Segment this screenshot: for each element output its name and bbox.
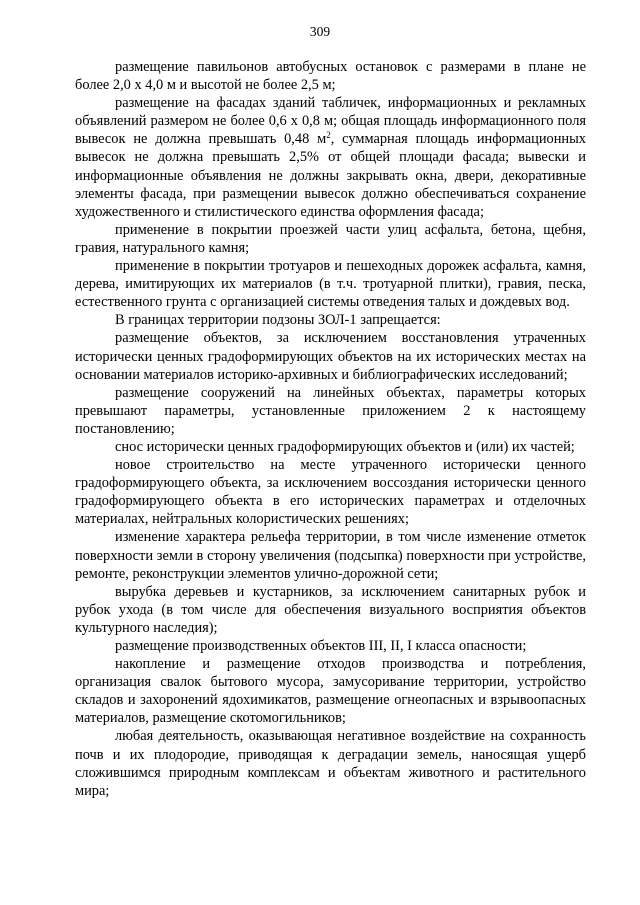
paragraph-industrial-objects: размещение производственных объектов III, II, I класса опасности; bbox=[115, 638, 527, 654]
paragraph-demolition: снос исторически ценных градоформирующих объектов и (или) их частей; bbox=[115, 438, 575, 455]
body-text bbox=[75, 58, 586, 800]
paragraph-facade-signs bbox=[75, 94, 586, 221]
square-meter-superscript: 2 bbox=[326, 130, 331, 141]
paragraph-sidewalk-surface: применение в покрытии тротуаров и пешеходных дорожек асфальта, камня, дерева, имитирующих их материалов (в т.ч. тротуарной плитки), гравия, песка, естественного грунта с организацией системы отведения талых и дождевых вод. bbox=[75, 258, 586, 311]
facade-signs-text-after: , суммарная площадь информационных вывесок не должна превышать 2,5% от общей площади фасада; вывески и информационные объявления не должны закрывать окна, двери, декоративные элементы фасада, при размещении вывесок должно обеспечиваться сохранение художественного и стилистического единства оформления фасада; bbox=[75, 131, 586, 220]
paragraph-zol1-prohibited-heading: В границах территории подзоны ЗОЛ-1 запрещается: bbox=[115, 312, 441, 329]
paragraph-linear-structures: размещение сооружений на линейных объектах, параметры которых превышают параметры, установленные приложением 2 к настоящему постановлению; bbox=[75, 384, 586, 437]
paragraph-placement-objects: размещение объектов, за исключением восстановления утраченных исторически ценных градоформирующих объектов на их исторических местах на основании материалов историко-архивных и библиографических исследований; bbox=[75, 330, 586, 383]
page-number: 309 bbox=[309, 24, 331, 39]
paragraph-bus-stops: размещение павильонов автобусных остановок с размерами в плане не более 2,0 х 4,0 м и высотой не более 2,5 м; bbox=[75, 59, 586, 94]
paragraph-roadway-surface: применение в покрытии проезжей части улиц асфальта, бетона, щебня, гравия, натурального камня; bbox=[75, 221, 586, 256]
paragraph-soil-impact: любая деятельность, оказывающая негативное воздействие на сохранность почв и их плодородие, приводящая к деградации земель, наносящая ущерб сложившимся природным комплексам и объектам животного и растительного мира; bbox=[75, 728, 586, 799]
paragraph-waste: накопление и размещение отходов производства и потребления, организация свалок бытового мусора, замусоривание территории, устройство складов и захоронений ядохимикатов, размещение огнеопасных и взрывоопасных материалов, размещение скотомогильников; bbox=[75, 656, 586, 727]
paragraph-new-construction: новое строительство на месте утраченного исторически ценного градоформирующего объекта, за исключением воссоздания исторически ценного градоформирующего объекта в его исторических параметрах и отделочных материалах, нейтральных колористических решениях; bbox=[75, 457, 586, 528]
paragraph-relief-change: изменение характера рельефа территории, в том числе изменение отметок поверхности земли в сторону увеличения (подсыпка) поверхности при устройстве, ремонте, реконструкции элементов улично-дорожной сети; bbox=[75, 529, 586, 582]
facade-signs-text-before: размещение на фасадах зданий табличек, информационных и рекламных объявлений размером не более 0,6 х 0,8 м; общая площадь информационного поля вывесок не должна превышать 0,48 м bbox=[75, 95, 586, 148]
paragraph-tree-cutting: вырубка деревьев и кустарников, за исключением санитарных рубок и рубок ухода (в том числе для обеспечения визуального восприятия объектов культурного наследия); bbox=[75, 583, 586, 636]
